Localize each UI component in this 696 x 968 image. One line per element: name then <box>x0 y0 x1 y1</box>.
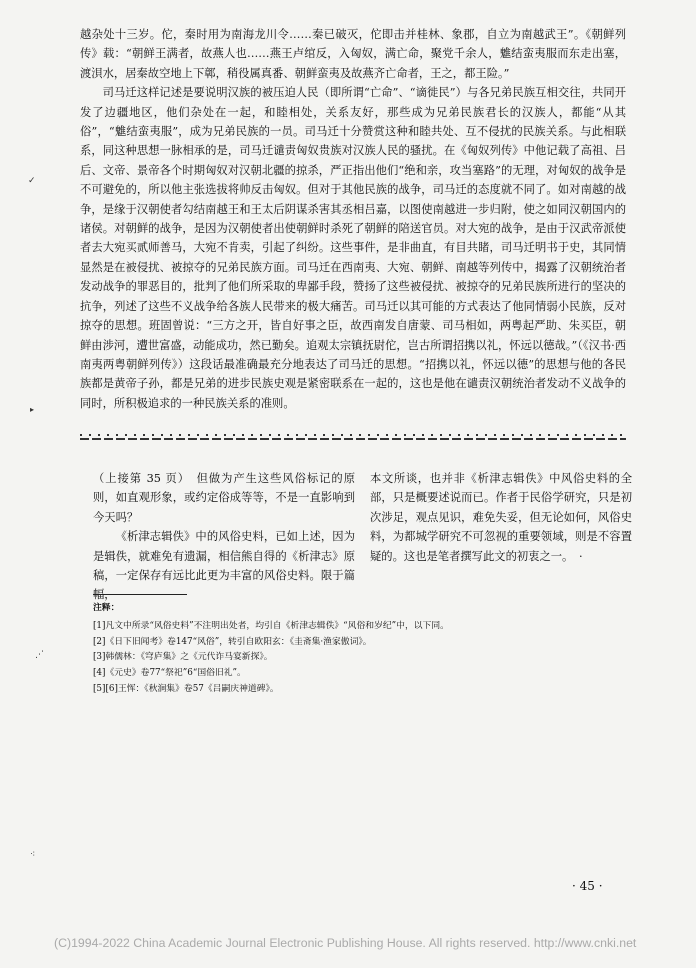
margin-mark: ⋰ <box>35 650 44 660</box>
margin-mark: ▸ <box>30 405 35 414</box>
notes-title: 注释： <box>93 603 120 613</box>
note-item: [5][6]王恽：《秋涧集》卷57《吕嗣庆神道碑》。 <box>93 683 279 694</box>
left-column <box>93 469 355 605</box>
note-item: [4]《元史》卷77“祭祀”6“国俗旧礼”。 <box>93 668 246 679</box>
notes <box>93 601 613 698</box>
notes-divider <box>93 594 187 595</box>
margin-mark: ✓ <box>28 176 36 186</box>
note-item: [1]凡文中所录“风俗史料”不注明出处者，均引自《析津志辑佚》“风俗和岁纪”中，以下同。 <box>93 620 449 631</box>
continued-paragraph: （上接第 35 页） 但做为产生这些风俗标记的原则，如直观形象，或约定俗成等等，不是一直影响到今天吗？ <box>93 472 355 524</box>
paragraph: 《析津志辑佚》中的风俗史料，已如上述，因为是辑佚，就难免有遗漏，相信熊自得的《析津志》原稿，一定保存有远比此更为丰富的风俗史料。限于篇幅， <box>93 530 355 602</box>
note-item: [2]《日下旧闻考》卷147“风俗”，转引自欧阳玄：《圭斋集·渔家傲词》。 <box>93 636 372 647</box>
paragraph: 本文所谈，也并非《析津志辑佚》中风俗史料的全部，只是概要述说而已。作者于民俗学研究，只是初次涉足，观点见识，难免失妥，但无论如何，风俗史料，为都城学研究不可忽视的重要领域，则是不容置疑的。这也是笔者撰写此文的初衷之一。 · <box>370 472 632 563</box>
page-number: · 45 · <box>572 879 603 893</box>
margin-mark: ⁖ <box>30 850 36 860</box>
section-divider <box>80 434 626 440</box>
right-column <box>370 469 632 566</box>
copyright-footer: (C)1994-2022 China Academic Journal Electronic Publishing House. All rights reserved. http://www.cnki.net <box>54 936 637 950</box>
main-text <box>80 25 626 413</box>
paragraph-sima-qian: 司马迁这样记述是要说明汉族的被压迫人民（即所谓“亡命”、“谪徙民”）与各兄弟民族互相交往，共同开发了边疆地区，他们杂处在一起，和睦相处，关系友好，那些成为兄弟民族君长的汉族人，都能“从其俗”，“魋结蛮夷服”，成为兄弟民族的一员。司马迁十分赞赏这种和睦共处、互不侵扰的民族关系。与此相联系，同这种思想一脉相承的是，司马迁谴责匈奴贵族对汉族人民的骚扰。在《匈奴列传》中他记载了高祖、吕后、文帝、景帝各个时期匈奴对汉朝北疆的掠杀，严正指出他们“绝和亲，攻当塞路”的无理，对匈奴的战争是不可避免的，所以他主张选拔将帅反击匈奴。但对于其他民族的战争，司马迁的态度就不同了。如对南越的战争，是缘于汉朝使者勾结南越王和王太后阴谋杀害其丞相吕嘉，以图使南越进一步归附，使之如同汉朝国内的诸侯。对朝鲜的战争，是因为汉朝使者出使朝鲜时杀死了朝鲜的陪送官员。对大宛的战争，是由于汉武帝派使者去大宛买贰师善马，大宛不肯卖，引起了纠纷。这些事件，是非曲直，有目共睹，司马迁明书于史，其同情显然是在被侵扰、被掠夺的兄弟民族方面。司马迁在西南夷、大宛、朝鲜、南越等列传中，揭露了汉朝统治者发动战争的罪恶目的，批判了他们所采取的卑鄙手段，赞扬了这些被侵扰、被掠夺的兄弟民族所进行的坚决的抗争，列述了这些不义战争给各族人民带来的极大痛苦。司马迁以其可能的方式表达了他同情弱小民族，反对掠夺的思想。班固曾说：“三方之开，皆自好事之臣，故西南发自唐蒙、司马相如，两粤起严助、朱买臣，朝鲜由涉河，遭世富盛，动能成功，然已勤矣。追观太宗镇抚尉佗，岂古所谓招携以礼，怀远以德哉。”（《汉书·西南夷两粤朝鲜列传》）这段话最准确最充分地表达了司马迁的思想。“招携以礼，怀远以德”的思想与他的各民族都是黄帝子孙，都是兄弟的进步民族史观是紧密联系在一起的，这也是他在谴责汉朝统治者发动不义战争的同时，所积极追求的一种民族关系的准则。 <box>80 86 626 410</box>
paragraph-continuation: 越杂处十三岁。佗，秦时用为南海龙川令……秦已破灭，佗即击并桂林、象郡，自立为南越武王”。《朝鲜列传》载：“朝鲜王满者，故燕人也……燕王卢绾反，入匈奴，满亡命，聚党千余人，魋结蛮夷服而东走出塞，渡浿水，居秦故空地上下鄣，稍役属真番、朝鲜蛮夷及故燕齐亡命者，王之，都王险。” <box>80 28 626 80</box>
note-item: [3]韩儒林：《穹庐集》之《元代诈马宴新探》。 <box>93 652 273 663</box>
